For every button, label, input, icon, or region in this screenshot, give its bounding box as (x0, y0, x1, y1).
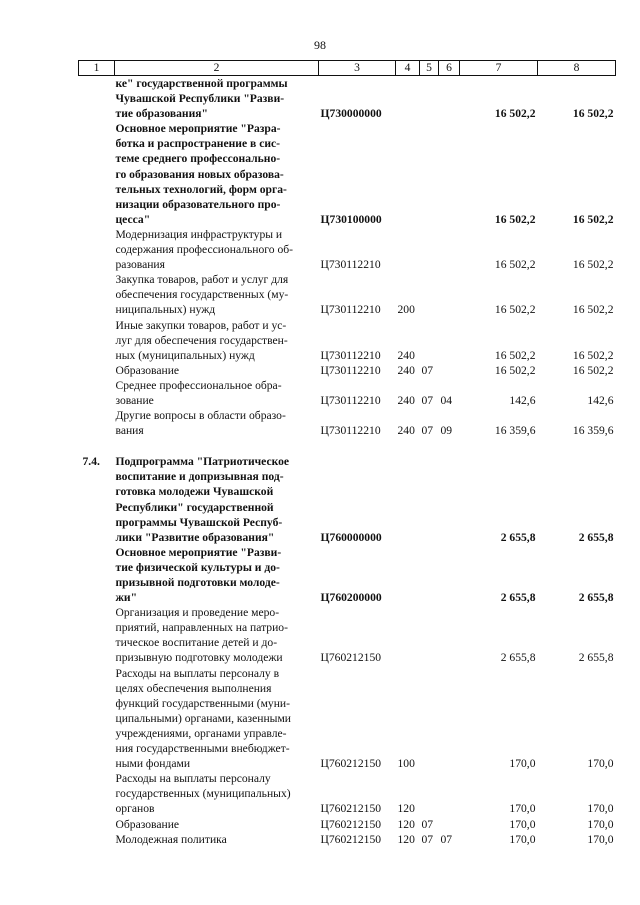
section-cell (420, 121, 439, 227)
section-cell: 07 (421, 393, 434, 407)
item-name-line: ными фондами (115, 757, 191, 771)
item-name-line: Основное мероприятие "Разви- (115, 545, 282, 559)
item-name-line: ботка и распространение в сис- (115, 137, 281, 151)
expense-type-cell: 120 (397, 832, 415, 846)
subsection-cell (439, 454, 460, 545)
amount-col8-cell: 16 502,2 (572, 303, 614, 317)
item-name-line: государственных (муниципальных) (115, 787, 291, 801)
subsection-cell (439, 817, 460, 832)
item-name-line: Иные закупки товаров, работ и ус- (115, 318, 287, 332)
subsection-cell (439, 76, 460, 122)
item-name-line: ных (муниципальных) нужд (115, 348, 255, 362)
amount-col7-cell: 16 502,2 (494, 258, 536, 272)
section-number-cell (79, 272, 115, 317)
subsection-cell (439, 227, 460, 272)
item-name-line: Республики" государственной (115, 500, 274, 514)
amount-col7-cell: 16 359,6 (494, 424, 536, 438)
section-number-cell (79, 363, 115, 378)
subsection-cell (439, 771, 460, 816)
item-name-line: теме среднего профессонально- (115, 152, 281, 166)
section-cell: 07 (421, 363, 434, 377)
item-name-line: Закупка товаров, работ и услуг для (115, 273, 289, 287)
target-code-cell: Ц760212150 (320, 832, 382, 846)
item-name-line: низации образовательного про- (115, 197, 281, 211)
amount-col8-cell: 170,0 (587, 802, 614, 816)
item-name-line: Другие вопросы в области образо- (115, 409, 286, 423)
amount-col7-cell: 16 502,2 (494, 303, 536, 317)
section-cell (420, 227, 439, 272)
item-name-line: Организация и проведение меро- (115, 606, 280, 620)
subsection-cell: 07 (440, 832, 453, 846)
section-number-cell (79, 666, 115, 772)
amount-col7-cell: 170,0 (509, 832, 536, 846)
target-code-cell: Ц730000000 (320, 107, 382, 121)
amount-col8-cell: 170,0 (587, 832, 614, 846)
item-name-line: Чувашской Республики "Разви- (115, 92, 285, 106)
table-row (79, 454, 616, 545)
column-header: 1 (79, 61, 115, 76)
expense-type-cell: 100 (397, 757, 415, 771)
column-header: 4 (396, 61, 420, 76)
item-name-line: ниципальных) нужд (115, 303, 216, 317)
section-number-cell (79, 318, 115, 363)
item-name-line: воспитание и допризывная под- (115, 470, 284, 484)
item-name-line: тельных технологий, форм орга- (115, 182, 287, 196)
amount-col7-cell: 2 655,8 (500, 530, 536, 544)
amount-col7-cell: 142,6 (509, 393, 536, 407)
amount-col8-cell: 16 502,2 (572, 107, 614, 121)
item-name-line: ципальными) органами, казенными (115, 711, 291, 725)
item-name-line: Образование (115, 363, 180, 377)
table-row (79, 121, 616, 227)
item-name-cell (115, 666, 319, 772)
amount-col7-cell: 170,0 (509, 757, 536, 771)
amount-col7-cell: 16 502,2 (494, 212, 536, 226)
table-row (79, 771, 616, 816)
target-code-cell: Ц760212150 (320, 817, 382, 831)
section-number-cell (79, 545, 115, 605)
table-row (79, 76, 616, 122)
item-name-cell (115, 408, 319, 438)
item-name-line: Основное мероприятие "Разра- (115, 122, 281, 136)
target-code-cell: Ц730112210 (320, 303, 381, 317)
section-cell (420, 666, 439, 772)
item-name-line: Молодежная политика (115, 832, 227, 846)
item-name-line: луг для обеспечения государствен- (115, 333, 288, 347)
amount-col8-cell: 142,6 (587, 393, 614, 407)
budget-table (78, 60, 616, 847)
item-name-cell (115, 227, 319, 272)
item-name-cell (115, 817, 319, 832)
section-number-cell (79, 121, 115, 227)
table-row (79, 832, 616, 847)
section-cell: 07 (421, 424, 434, 438)
expense-type-cell (396, 454, 420, 545)
subsection-cell (439, 272, 460, 317)
item-name-line: готовка молодежи Чувашской (115, 485, 274, 499)
item-name-line: органов (115, 802, 155, 816)
section-number-cell (79, 605, 115, 665)
amount-col7-cell: 170,0 (509, 802, 536, 816)
table-row (79, 363, 616, 378)
item-name-line: Расходы на выплаты персоналу (115, 772, 271, 786)
item-name-cell (115, 363, 319, 378)
item-name-line: функций государственными (муни- (115, 696, 290, 710)
table-body (79, 76, 616, 847)
target-code-cell: Ц760212150 (320, 757, 382, 771)
amount-col8-cell: 16 502,2 (572, 348, 614, 362)
item-name-line: программы Чувашской Респуб- (115, 515, 283, 529)
item-name-cell (115, 121, 319, 227)
spacer-cell (79, 438, 616, 454)
item-name-line: обеспечения государственных (му- (115, 288, 289, 302)
section-number-cell (79, 832, 115, 847)
target-code-cell: Ц760200000 (320, 591, 382, 605)
subsection-cell (439, 545, 460, 605)
table-row (79, 272, 616, 317)
section-cell (420, 76, 439, 122)
expense-type-cell: 200 (397, 303, 415, 317)
section-number-cell (79, 227, 115, 272)
column-header: 7 (460, 61, 538, 76)
subsection-cell (439, 666, 460, 772)
item-name-cell (115, 454, 319, 545)
item-name-line: целях обеспечения выполнения (115, 681, 272, 695)
item-name-line: цесса" (115, 212, 151, 226)
table-row (79, 378, 616, 408)
amount-col7-cell: 16 502,2 (494, 348, 536, 362)
section-number-cell (79, 378, 115, 408)
item-name-cell (115, 545, 319, 605)
item-name-cell (115, 272, 319, 317)
expense-type-cell: 120 (397, 817, 415, 831)
item-name-line: содержания профессионального об- (115, 243, 294, 257)
expense-type-cell (396, 605, 420, 665)
target-code-cell: Ц730112210 (320, 424, 381, 438)
item-name-line: тие физической культуры и до- (115, 560, 280, 574)
target-code-cell: Ц730112210 (320, 363, 381, 377)
amount-col8-cell: 16 502,2 (572, 363, 614, 377)
item-name-line: го образования новых образова- (115, 167, 284, 181)
item-name-cell (115, 832, 319, 847)
table-row (79, 666, 616, 772)
column-header: 2 (115, 61, 319, 76)
amount-col8-cell: 16 502,2 (572, 212, 614, 226)
item-name-line: призывную подготовку молодежи (115, 651, 283, 665)
column-header: 8 (538, 61, 616, 76)
item-name-line: Подпрограмма "Патриотическое (115, 455, 290, 469)
subsection-cell: 09 (440, 424, 453, 438)
item-name-cell (115, 76, 319, 122)
item-name-cell (115, 771, 319, 816)
subsection-cell: 04 (440, 393, 453, 407)
item-name-line: призывной подготовки молоде- (115, 576, 280, 589)
section-cell: 07 (421, 832, 434, 846)
item-name-line: ке" государственной программы (115, 77, 288, 90)
amount-col8-cell: 170,0 (587, 757, 614, 771)
item-name-line: зование (115, 393, 154, 407)
expense-type-cell: 240 (397, 393, 415, 407)
section-number-cell (79, 76, 115, 122)
item-name-line: тическое воспитание детей и до- (115, 636, 278, 650)
section-cell (420, 771, 439, 816)
amount-col8-cell: 16 502,2 (572, 258, 614, 272)
amount-col8-cell: 2 655,8 (578, 591, 614, 605)
item-name-cell (115, 378, 319, 408)
column-header: 3 (319, 61, 396, 76)
expense-type-cell: 240 (397, 424, 415, 438)
expense-type-cell (396, 121, 420, 227)
amount-col7-cell: 2 655,8 (500, 651, 536, 665)
item-name-line: жи" (115, 591, 138, 605)
column-header: 5 (420, 61, 439, 76)
target-code-cell: Ц730112210 (320, 393, 381, 407)
table-row (79, 545, 616, 605)
amount-col8-cell: 170,0 (587, 817, 614, 831)
page-number: 98 (314, 38, 326, 52)
table-row (79, 817, 616, 832)
table-header-row (79, 61, 616, 76)
amount-col7-cell: 16 502,2 (494, 363, 536, 377)
item-name-line: Расходы на выплаты персоналу в (115, 666, 280, 680)
item-name-line: Образование (115, 817, 180, 831)
section-number-cell (79, 408, 115, 438)
amount-col7-cell: 16 502,2 (494, 107, 536, 121)
item-name-cell (115, 605, 319, 665)
section-cell: 07 (421, 817, 434, 831)
target-code-cell: Ц730100000 (320, 212, 382, 226)
target-code-cell: Ц760212150 (320, 651, 382, 665)
amount-col7-cell: 2 655,8 (500, 591, 536, 605)
table-row (79, 408, 616, 438)
expense-type-cell (396, 227, 420, 272)
amount-col8-cell: 2 655,8 (578, 530, 614, 544)
section-cell (420, 545, 439, 605)
target-code-cell: Ц760000000 (320, 530, 382, 544)
subsection-cell (439, 318, 460, 363)
expense-type-cell: 120 (397, 802, 415, 816)
subsection-cell (439, 363, 460, 378)
item-name-line: лики "Развитие образования" (115, 530, 275, 544)
section-number-cell (79, 817, 115, 832)
section-cell (420, 454, 439, 545)
item-name-line: вания (115, 424, 144, 438)
table-row (79, 227, 616, 272)
target-code-cell: Ц730112210 (320, 258, 381, 272)
section-cell (420, 272, 439, 317)
subsection-cell (439, 121, 460, 227)
item-name-line: Модернизация инфраструктуры и (115, 227, 283, 241)
amount-col7-cell: 170,0 (509, 817, 536, 831)
section-cell (420, 605, 439, 665)
column-header: 6 (439, 61, 460, 76)
expense-type-cell (396, 545, 420, 605)
section-number-cell: 7.4. (82, 455, 100, 469)
item-name-line: ния государственными внебюджет- (115, 742, 290, 756)
subsection-cell (439, 605, 460, 665)
item-name-cell (115, 318, 319, 363)
expense-type-cell: 240 (397, 363, 415, 377)
section-cell (420, 318, 439, 363)
section-number-cell (79, 771, 115, 816)
amount-col8-cell: 16 359,6 (572, 424, 614, 438)
target-code-cell: Ц730112210 (320, 348, 381, 362)
item-name-line: разования (115, 258, 165, 272)
item-name-line: приятий, направленных на патрио- (115, 621, 288, 635)
item-name-line: тие образования" (115, 107, 208, 121)
spacer-row (79, 438, 616, 454)
table-row (79, 318, 616, 363)
table-row (79, 605, 616, 665)
expense-type-cell (396, 76, 420, 122)
amount-col8-cell: 2 655,8 (578, 651, 614, 665)
target-code-cell: Ц760212150 (320, 802, 382, 816)
item-name-line: Среднее профессиональное обра- (115, 378, 282, 392)
expense-type-cell: 240 (397, 348, 415, 362)
item-name-line: учреждениями, органами управле- (115, 726, 287, 740)
